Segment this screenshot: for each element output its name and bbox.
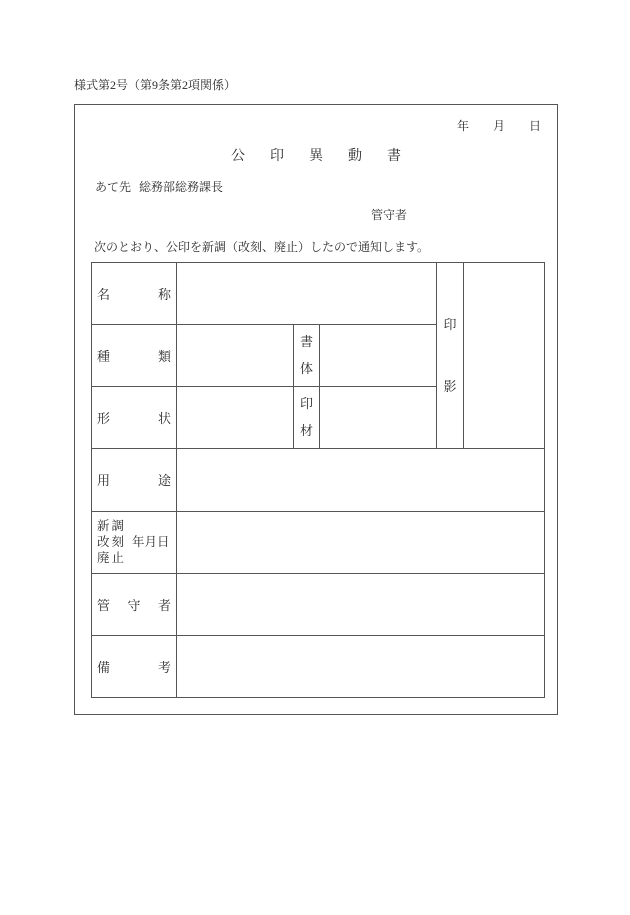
seal-table	[91, 262, 545, 698]
addressee-line	[95, 178, 223, 195]
row-label-use: 用 途	[97, 473, 171, 489]
custodian-signature-label: 管守者	[371, 208, 408, 222]
renewal-line-new: 新調	[97, 519, 127, 534]
cell-use-value	[177, 449, 545, 511]
row-label-remarks: 備 考	[97, 659, 171, 675]
col-label-material: 印 材	[299, 396, 313, 439]
col-label-typeface: 書 体	[299, 334, 313, 377]
table-row-renewal-date	[92, 511, 545, 573]
notice-text: 次のとおり、公印を新調（改刻、廃止）したので通知します。	[94, 240, 430, 254]
renewal-line-abolish: 廃止	[97, 551, 127, 566]
cell-custodian-value	[177, 573, 545, 635]
form-box	[74, 104, 558, 715]
renewal-line-recut: 改刻	[97, 535, 127, 550]
cell-remarks-value	[177, 635, 545, 697]
row-label-name: 名 称	[97, 287, 171, 303]
addressee-value: 総務部総務課長	[139, 180, 224, 194]
addressee-label: あて先	[95, 180, 132, 194]
title-row	[75, 145, 557, 165]
table-row-custodian	[92, 573, 545, 635]
form-number: 様式第2号（第9条第2項関係）	[74, 78, 237, 92]
renewal-date-label: 年月日	[132, 535, 170, 550]
row-label-custodian: 管 守 者	[97, 597, 171, 613]
form-title: 公印異動書	[231, 149, 426, 164]
cell-type-value	[177, 325, 294, 387]
table-row-use	[92, 449, 545, 511]
row-label-type: 種 類	[97, 349, 171, 365]
row-label-shape: 形 状	[97, 411, 171, 427]
cell-date-value	[177, 511, 545, 573]
col-label-impression: 印 影	[443, 316, 457, 394]
cell-impression-area	[464, 263, 545, 449]
table-row-name	[92, 263, 545, 325]
date-line: 年 月 日	[456, 119, 541, 133]
cell-shape-value	[177, 387, 294, 449]
row-label-renewal-date	[97, 518, 171, 566]
table-row-remarks	[92, 635, 545, 697]
cell-material-value	[320, 387, 437, 449]
cell-name-value	[177, 263, 437, 325]
cell-typeface-value	[320, 325, 437, 387]
